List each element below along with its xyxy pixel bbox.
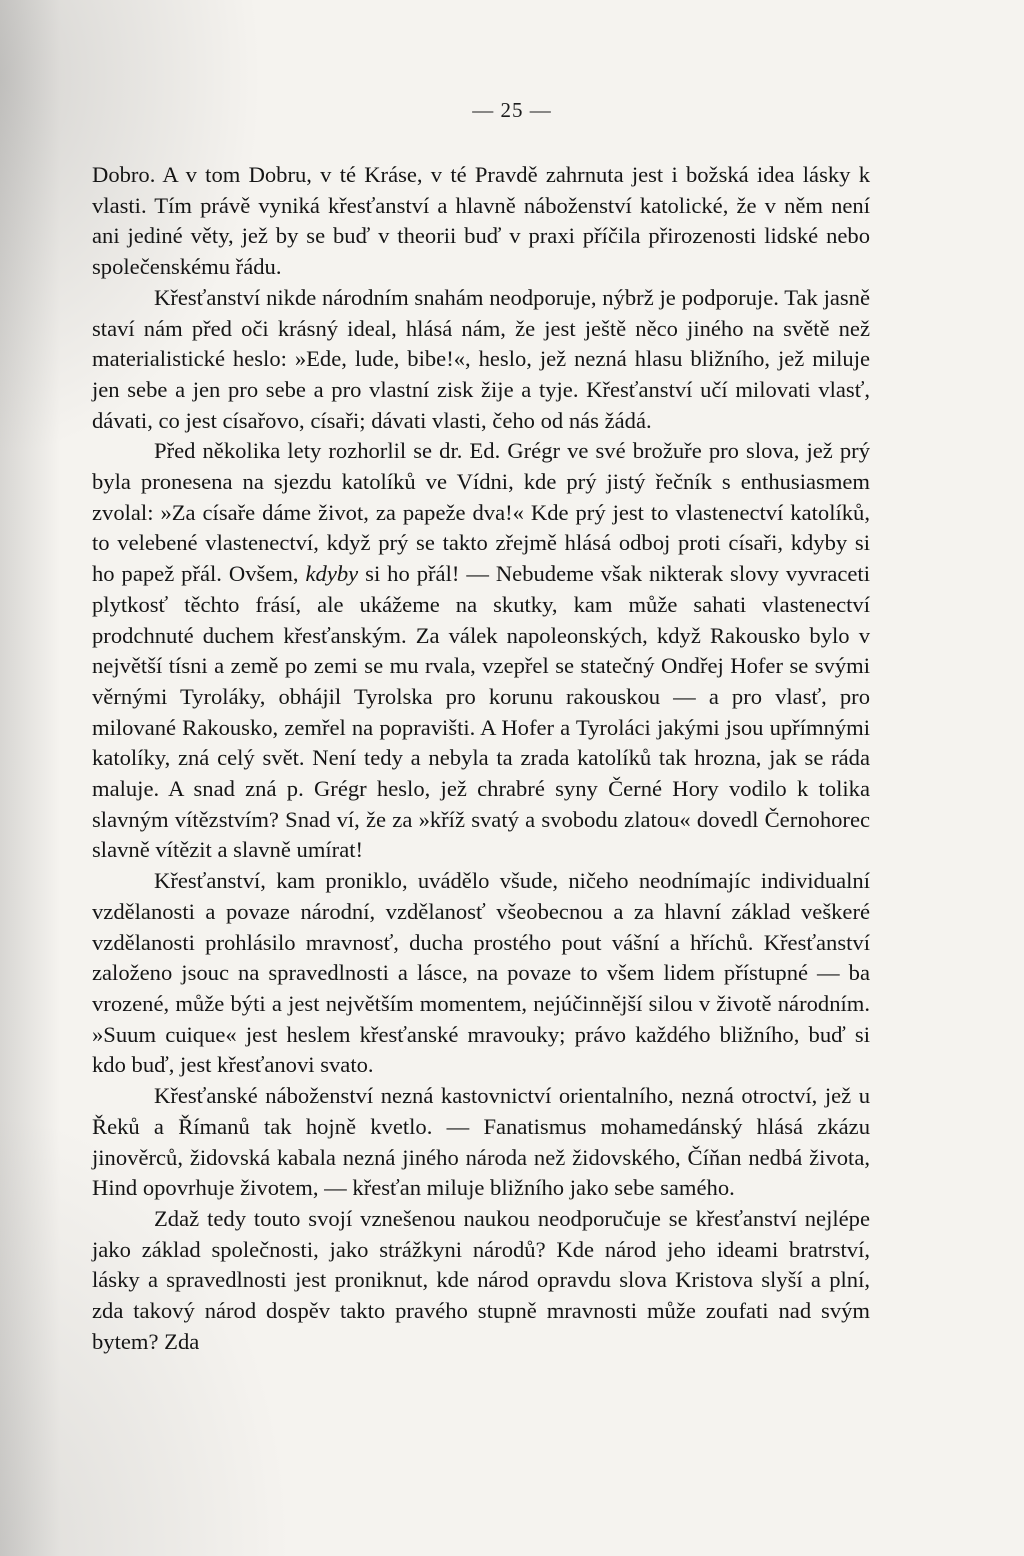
emphasis-kdyby: kdyby: [305, 561, 359, 587]
paragraph-3-part-1: Před několika lety rozhorlil se dr. Ed. Grégr ve své brožuře pro slova, jež prý byla pronesena na sjezdu katolíků ve Vídni, kde prý jistý řečník s enthusiasmem zvolal: »Za císaře dáme život, za papeže dva!« Kde prý jest to vlastenectví katolíků, to velebené vlastenectví, když prý se takto zřejmě hlásá odboj proti císaři, kdyby si ho papež přál. Ovšem,: [92, 438, 870, 587]
paragraph-2: Křesťanství nikde národním snahám neodporuje, nýbrž je podporuje. Tak jasně staví nám před oči krásný ideal, hlásá nám, že jest ještě něco jiného na světě než materialistické heslo: »Ede, lude, bibe!«, heslo, jež nezná hlasu bližního, jež miluje jen sebe a jen pro sebe a pro vlastní zisk žije a tyje. Křesťanství učí milovati vlasť, dávati, co jest císařovo, císaři; dávati vlasti, čeho od nás žádá.: [92, 284, 870, 433]
page-number: — 25 —: [472, 98, 552, 122]
paragraph-3-part-2: si ho přál! — Nebudeme však nikterak slovy vyvraceti plytkosť těchto frásí, ale ukážeme na skutky, kam může sahati vlastenectví prodchnuté duchem křesťanským. Za válek napoleonských, když Rakousko bylo v největší tísni a země po zemi se mu rvala, vzepřel se statečný Ondřej Hofer se svými věrnými Tyroláky, obhájil Tyrolska pro korunu rakouskou — a pro vlasť, pro milované Rakousko, zemřel na popravišti. A Hofer a Tyroláci jakými jsou upřímnými katolíky, zná celý svět. Není tedy a nebyla ta zrada katolíků tak hrozna, jak se ráda maluje. A snad zná p. Grégr heslo, jež chrabré syny Černé Hory vodilo k tolika slavným vítězstvím? Snad ví, že za »kříž svatý a svobodu zlatou« dovedl Černohorec slavně vítězit a slavně umírat!: [92, 561, 870, 863]
body-text: [92, 160, 870, 1357]
paragraph-1: Dobro. A v tom Dobru, v té Kráse, v té Pravdě zahrnuta jest i božská idea lásky k vlasti. Tím právě vyniká křesťanství a hlavně náboženství katolické, že v něm není ani jediné věty, jež by se buď v theorii buď v praxi příčila přirozenosti lidské nebo společenskému řádu.: [92, 162, 870, 280]
paragraph-5: Křesťanské náboženství nezná kastovnictví orientalního, nezná otroctví, jež u Řeků a Římanů tak hojně kvetlo. — Fanatismus mohamedánský hlásá zkázu jinověrců, židovská kabala nezná jiného národa než židovského, Číňan nedbá života, Hind opovrhuje životem, — křesťan miluje bližního jako sebe samého.: [92, 1083, 870, 1201]
paragraph-4: Křesťanství, kam proniklo, uvádělo všude, ničeho neodnímajíc individualní vzdělanosti a povaze národní, vzdělanosť všeobecnou a za hlavní základ veškeré vzdělanosti prohlásilo mravnosť, ducha prostého pout vášní a hříchů. Křesťanství založeno jsouc na spravedlnosti a lásce, na povaze to všem lidem přístupné — ba vrozené, může býti a jest největším momentem, nejúčinnější silou v životě národním. »Suum cuique« jest heslem křesťanské mravouky; právo každého bližního, buď si kdo buď, jest křesťanovi svato.: [92, 868, 870, 1078]
paragraph-6: Zdaž tedy touto svojí vznešenou naukou neodporučuje se křesťanství nejlépe jako základ společnosti, jako strážkyni národů? Kde národ jeho ideami bratrství, lásky a spravedlnosti jest proniknut, kde národ opravdu slova Kristova slyší a plní, zda takový národ dospěv takto pravého stupně mravnosti může zoufati nad svým bytem? Zda: [92, 1205, 870, 1354]
paragraph-3: [92, 436, 870, 866]
